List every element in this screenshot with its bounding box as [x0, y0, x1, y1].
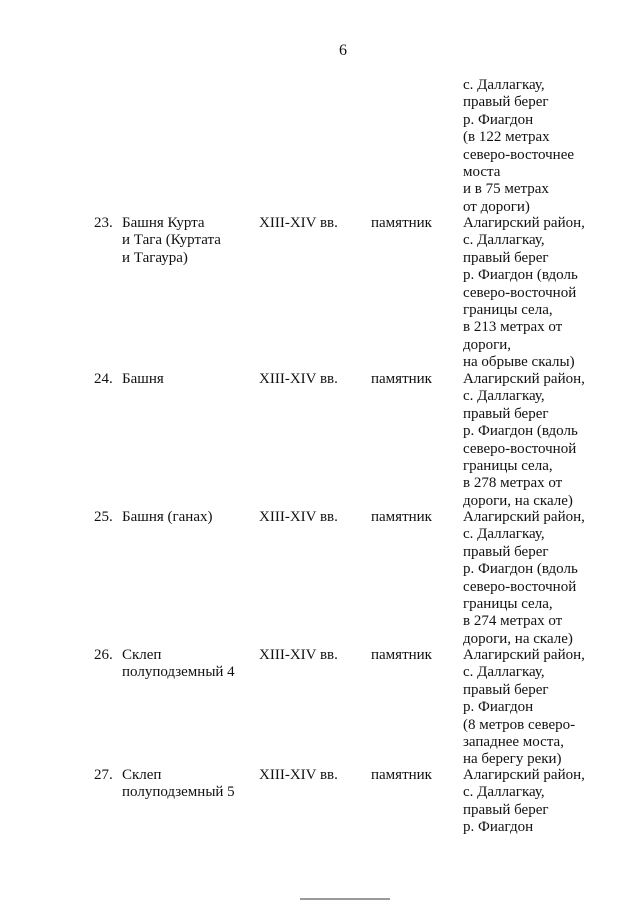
name-line: и Тагаура) — [122, 249, 188, 266]
location-line: р. Фиагдон — [463, 819, 534, 836]
location-line: границы села, — [463, 302, 553, 319]
location-line: правый берег — [463, 405, 549, 422]
location-line: северо-восточной — [463, 578, 577, 595]
name-line: полуподземный 5 — [122, 784, 235, 801]
row-number: 23. — [94, 215, 113, 231]
location-line: Алагирский район, — [463, 509, 585, 525]
location-line: (8 метров северо- — [463, 716, 576, 733]
continuation-line: р. Фиагдон — [463, 111, 534, 128]
location-line: границы села, — [463, 596, 553, 613]
location-line: дороги, — [463, 336, 512, 353]
location-line: правый берег — [463, 681, 549, 698]
name-line: Склеп — [122, 767, 162, 783]
location-line: с. Даллагкау, — [463, 526, 545, 543]
location-line: на обрыве скалы) — [463, 354, 575, 371]
location-line: западнее моста, — [463, 734, 564, 751]
row-number: 24. — [94, 371, 113, 387]
location — [463, 767, 623, 837]
row-number: 26. — [94, 647, 113, 663]
location-line: р. Фиагдон (вдоль — [463, 423, 578, 440]
continuation-line: северо-восточнее — [463, 146, 575, 163]
location-line: северо-восточной — [463, 440, 577, 457]
location-line: Алагирский район, — [463, 371, 585, 387]
location-line: дороги, на скале) — [463, 630, 573, 647]
row-number: 27. — [94, 767, 113, 783]
continuation-line: от дороги) — [463, 198, 530, 215]
location-line: р. Фиагдон (вдоль — [463, 267, 578, 284]
location — [463, 647, 623, 769]
location-line: Алагирский район, — [463, 647, 585, 663]
location-line: Алагирский район, — [463, 215, 585, 231]
name-line: и Тага (Куртата — [122, 232, 221, 249]
location-line: Алагирский район, — [463, 767, 585, 783]
location-line: дороги, на скале) — [463, 492, 573, 509]
location — [463, 371, 623, 510]
location-line: в 274 метрах от — [463, 613, 563, 630]
location-line: р. Фиагдон — [463, 699, 534, 716]
location-line: в 213 метрах от — [463, 319, 563, 336]
location-line: в 278 метрах от — [463, 475, 563, 492]
location-line: правый берег — [463, 249, 549, 266]
scan-edge-divider — [300, 898, 390, 900]
location-line: границы села, — [463, 458, 553, 475]
continuation-line: правый берег — [463, 94, 549, 111]
name-line: Башня Курта — [122, 215, 205, 231]
continuation-line: (в 122 метрах — [463, 129, 550, 146]
name-line: Склеп — [122, 647, 162, 663]
object-name — [122, 215, 252, 267]
name-line: полуподземный 4 — [122, 664, 235, 681]
continuation-line: моста — [463, 164, 501, 181]
location-line: с. Даллагкау, — [463, 784, 545, 801]
location-line: с. Даллагкау, — [463, 388, 545, 405]
location — [463, 215, 623, 372]
dating: XIII-XIV вв. — [259, 647, 338, 663]
object-name — [122, 509, 252, 526]
dating: XIII-XIV вв. — [259, 371, 338, 387]
object-name — [122, 767, 252, 802]
location-line: на берегу реки) — [463, 751, 562, 768]
category: памятник — [371, 509, 432, 525]
name-line: Башня (ганах) — [122, 509, 213, 525]
continuation-location — [463, 77, 623, 216]
location-line: с. Даллагкау, — [463, 664, 545, 681]
category: памятник — [371, 647, 432, 663]
continuation-line: с. Даллагкау, — [463, 77, 545, 93]
page-number: 6 — [339, 42, 347, 59]
location-line: р. Фиагдон (вдоль — [463, 561, 578, 578]
row-number: 25. — [94, 509, 113, 525]
category: памятник — [371, 215, 432, 231]
dating: XIII-XIV вв. — [259, 215, 338, 231]
dating: XIII-XIV вв. — [259, 767, 338, 783]
object-name — [122, 371, 252, 388]
category: памятник — [371, 371, 432, 387]
location-line: правый берег — [463, 543, 549, 560]
location-line: правый берег — [463, 801, 549, 818]
dating: XIII-XIV вв. — [259, 509, 338, 525]
object-name — [122, 647, 252, 682]
location — [463, 509, 623, 648]
location-line: северо-восточной — [463, 284, 577, 301]
category: памятник — [371, 767, 432, 783]
name-line: Башня — [122, 371, 164, 387]
location-line: с. Даллагкау, — [463, 232, 545, 249]
continuation-line: и в 75 метрах — [463, 181, 549, 198]
